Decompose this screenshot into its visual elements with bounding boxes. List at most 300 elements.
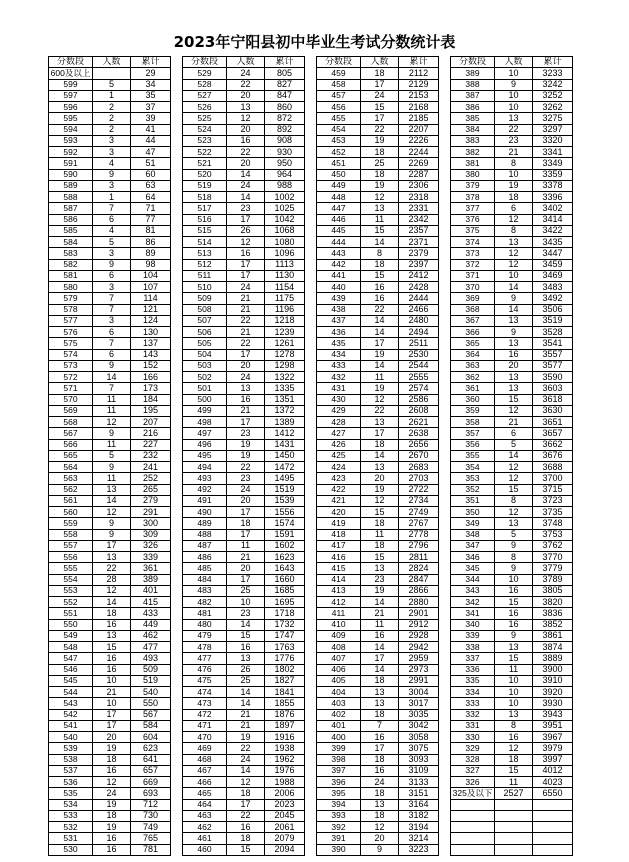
count-cell: 5 <box>93 79 131 90</box>
table-row <box>451 462 573 473</box>
table-row <box>183 799 305 810</box>
count-cell: 18 <box>361 675 399 686</box>
count-cell: 5 <box>495 439 533 450</box>
count-cell: 9 <box>361 844 399 855</box>
score-cell: 599 <box>49 79 93 90</box>
count-cell: 18 <box>93 810 131 821</box>
count-cell: 17 <box>361 743 399 754</box>
count-cell: 14 <box>227 619 265 630</box>
count-cell: 3 <box>93 147 131 158</box>
count-cell: 7 <box>93 338 131 349</box>
count-cell: 12 <box>227 113 265 124</box>
count-cell: 18 <box>361 169 399 180</box>
table-row <box>317 574 439 585</box>
score-cell: 332 <box>451 709 495 720</box>
score-cell: 579 <box>49 293 93 304</box>
count-cell: 20 <box>227 563 265 574</box>
cumulative-cell: 130 <box>131 327 171 338</box>
score-cell: 524 <box>183 124 227 135</box>
score-cell: 416 <box>317 552 361 563</box>
cumulative-cell: 124 <box>131 315 171 326</box>
count-cell: 18 <box>361 439 399 450</box>
cumulative-cell: 2006 <box>265 788 305 799</box>
cumulative-cell: 2586 <box>399 394 439 405</box>
cumulative-cell: 6550 <box>533 788 573 799</box>
score-cell: 526 <box>183 102 227 113</box>
table-row <box>49 484 171 495</box>
count-cell: 19 <box>361 180 399 191</box>
cumulative-cell: 241 <box>131 462 171 473</box>
table-row <box>317 664 439 675</box>
table-row <box>317 732 439 743</box>
cumulative-cell: 2912 <box>399 619 439 630</box>
count-cell: 14 <box>93 372 131 383</box>
score-cell: 547 <box>49 653 93 664</box>
cumulative-cell: 2959 <box>399 653 439 664</box>
cumulative-cell: 37 <box>131 102 171 113</box>
count-cell: 13 <box>361 203 399 214</box>
cumulative-cell: 81 <box>131 225 171 236</box>
score-cell: 522 <box>183 147 227 158</box>
header-score-range: 分数段 <box>49 57 93 68</box>
count-cell: 18 <box>93 754 131 765</box>
score-cell: 391 <box>317 833 361 844</box>
cumulative-cell: 2621 <box>399 417 439 428</box>
table-row <box>451 225 573 236</box>
table-row <box>451 484 573 495</box>
score-cell: 559 <box>49 518 93 529</box>
cumulative-cell: 3889 <box>533 653 573 664</box>
cumulative-cell: 1962 <box>265 754 305 765</box>
table-row <box>317 293 439 304</box>
cumulative-cell: 2306 <box>399 180 439 191</box>
count-cell <box>93 68 131 79</box>
count-cell: 4 <box>93 225 131 236</box>
count-cell: 13 <box>227 383 265 394</box>
cumulative-cell: 2379 <box>399 248 439 259</box>
score-cell: 413 <box>317 585 361 596</box>
count-cell: 7 <box>93 304 131 315</box>
header-cumulative: 累计 <box>265 57 305 68</box>
table-row <box>49 563 171 574</box>
table-row <box>49 698 171 709</box>
cumulative-cell: 584 <box>131 720 171 731</box>
count-cell: 17 <box>227 799 265 810</box>
cumulative-cell <box>533 844 573 855</box>
table-row <box>49 282 171 293</box>
score-cell: 536 <box>49 777 93 788</box>
table-row <box>183 495 305 506</box>
score-cell: 339 <box>451 630 495 641</box>
table-row <box>451 585 573 596</box>
table-row <box>49 540 171 551</box>
cumulative-cell: 3900 <box>533 664 573 675</box>
count-cell: 19 <box>93 743 131 754</box>
count-cell: 3 <box>93 248 131 259</box>
table-row <box>451 169 573 180</box>
count-cell: 6 <box>93 327 131 338</box>
count-cell: 9 <box>495 293 533 304</box>
count-cell: 23 <box>361 574 399 585</box>
table-row <box>49 203 171 214</box>
score-cell: 520 <box>183 169 227 180</box>
count-cell: 19 <box>93 799 131 810</box>
cumulative-cell: 77 <box>131 214 171 225</box>
count-cell: 13 <box>361 698 399 709</box>
cumulative-cell <box>533 799 573 810</box>
cumulative-cell: 1695 <box>265 597 305 608</box>
count-cell: 18 <box>361 810 399 821</box>
cumulative-cell: 641 <box>131 754 171 765</box>
cumulative-cell: 60 <box>131 169 171 180</box>
cumulative-cell: 3194 <box>399 822 439 833</box>
cumulative-cell: 71 <box>131 203 171 214</box>
cumulative-cell: 1068 <box>265 225 305 236</box>
table-row <box>49 90 171 101</box>
score-cell: 519 <box>183 180 227 191</box>
score-cell: 486 <box>183 552 227 563</box>
cumulative-cell: 2129 <box>399 79 439 90</box>
score-cell: 363 <box>451 360 495 371</box>
score-cell <box>451 844 495 855</box>
count-cell: 24 <box>227 484 265 495</box>
score-cell: 453 <box>317 135 361 146</box>
cumulative-cell: 712 <box>131 799 171 810</box>
count-cell: 20 <box>227 124 265 135</box>
table-row <box>183 349 305 360</box>
count-cell: 19 <box>361 585 399 596</box>
count-cell: 8 <box>495 495 533 506</box>
table-row <box>183 698 305 709</box>
table-row <box>451 608 573 619</box>
cumulative-cell: 326 <box>131 540 171 551</box>
cumulative-cell: 3805 <box>533 585 573 596</box>
count-cell: 9 <box>495 79 533 90</box>
table-row <box>49 552 171 563</box>
cumulative-cell: 1574 <box>265 518 305 529</box>
table-row <box>183 585 305 596</box>
cumulative-cell: 2703 <box>399 473 439 484</box>
count-cell: 14 <box>495 304 533 315</box>
score-cell: 411 <box>317 608 361 619</box>
cumulative-cell: 908 <box>265 135 305 146</box>
cumulative-cell: 137 <box>131 338 171 349</box>
cumulative-cell: 1802 <box>265 664 305 675</box>
score-cell: 347 <box>451 540 495 551</box>
score-cell: 376 <box>451 214 495 225</box>
table-row <box>49 822 171 833</box>
count-cell: 24 <box>227 180 265 191</box>
count-cell: 4 <box>93 158 131 169</box>
table-row <box>317 653 439 664</box>
table-row <box>451 360 573 371</box>
table-row <box>49 585 171 596</box>
cumulative-cell: 207 <box>131 417 171 428</box>
table-row <box>317 248 439 259</box>
cumulative-cell: 449 <box>131 619 171 630</box>
score-cell: 471 <box>183 720 227 731</box>
cumulative-cell: 3459 <box>533 259 573 270</box>
table-row <box>183 608 305 619</box>
count-cell: 10 <box>495 169 533 180</box>
table-row <box>183 597 305 608</box>
header-score-range: 分数段 <box>451 57 495 68</box>
count-cell: 10 <box>227 597 265 608</box>
table-row <box>451 192 573 203</box>
score-cell: 503 <box>183 360 227 371</box>
score-cell: 596 <box>49 102 93 113</box>
score-cell: 580 <box>49 282 93 293</box>
table-row <box>183 844 305 855</box>
table-row <box>317 147 439 158</box>
table-row <box>451 439 573 450</box>
score-cell: 557 <box>49 540 93 551</box>
cumulative-cell: 2023 <box>265 799 305 810</box>
cumulative-cell: 3753 <box>533 529 573 540</box>
count-cell: 20 <box>227 495 265 506</box>
count-cell: 22 <box>227 147 265 158</box>
count-cell: 3 <box>93 282 131 293</box>
cumulative-cell: 3910 <box>533 675 573 686</box>
score-cell: 562 <box>49 484 93 495</box>
count-cell: 8 <box>495 158 533 169</box>
count-cell: 16 <box>361 282 399 293</box>
count-cell: 26 <box>227 225 265 236</box>
cumulative-cell: 1747 <box>265 630 305 641</box>
table-row <box>451 259 573 270</box>
score-cell: 325及以下 <box>451 788 495 799</box>
score-cell: 428 <box>317 417 361 428</box>
table-row <box>451 90 573 101</box>
count-cell: 13 <box>227 102 265 113</box>
score-cell: 349 <box>451 518 495 529</box>
count-cell: 21 <box>227 720 265 731</box>
cumulative-cell: 3233 <box>533 68 573 79</box>
score-cell: 541 <box>49 720 93 731</box>
cumulative-cell: 2683 <box>399 462 439 473</box>
score-cell: 586 <box>49 214 93 225</box>
table-row <box>317 484 439 495</box>
score-table-group-4 <box>450 56 573 856</box>
table-row <box>451 473 573 484</box>
page-title: 2023年宁阳县初中毕业生考试分数统计表 <box>173 33 456 51</box>
cumulative-cell: 1643 <box>265 563 305 574</box>
count-cell: 12 <box>93 417 131 428</box>
count-cell: 12 <box>93 777 131 788</box>
table-row <box>317 90 439 101</box>
cumulative-cell: 1154 <box>265 282 305 293</box>
cumulative-cell: 1897 <box>265 720 305 731</box>
count-cell: 12 <box>495 462 533 473</box>
score-cell: 548 <box>49 642 93 653</box>
score-cell: 584 <box>49 237 93 248</box>
score-cell: 552 <box>49 597 93 608</box>
cumulative-cell: 1261 <box>265 338 305 349</box>
score-cell: 394 <box>317 799 361 810</box>
count-cell: 1 <box>93 90 131 101</box>
score-cell: 329 <box>451 743 495 754</box>
cumulative-cell: 477 <box>131 642 171 653</box>
count-cell: 24 <box>361 777 399 788</box>
table-row <box>317 135 439 146</box>
cumulative-cell: 1113 <box>265 259 305 270</box>
score-cell: 386 <box>451 102 495 113</box>
cumulative-cell: 3492 <box>533 293 573 304</box>
count-cell: 15 <box>495 394 533 405</box>
table-row <box>451 79 573 90</box>
cumulative-cell: 1519 <box>265 484 305 495</box>
cumulative-cell: 3590 <box>533 372 573 383</box>
cumulative-cell: 2824 <box>399 563 439 574</box>
score-cell: 437 <box>317 315 361 326</box>
cumulative-cell: 4012 <box>533 765 573 776</box>
table-row <box>49 642 171 653</box>
count-cell: 15 <box>227 844 265 855</box>
score-cell: 409 <box>317 630 361 641</box>
count-cell: 18 <box>495 754 533 765</box>
score-cell: 569 <box>49 405 93 416</box>
table-row <box>49 338 171 349</box>
table-row <box>49 304 171 315</box>
score-cell: 372 <box>451 259 495 270</box>
table-row <box>49 158 171 169</box>
count-cell: 12 <box>495 259 533 270</box>
cumulative-cell: 1916 <box>265 732 305 743</box>
count-cell: 21 <box>227 304 265 315</box>
count-cell: 13 <box>93 484 131 495</box>
table-row <box>317 777 439 788</box>
cumulative-cell: 2991 <box>399 675 439 686</box>
table-row <box>49 113 171 124</box>
table-row <box>183 192 305 203</box>
score-cell: 492 <box>183 484 227 495</box>
score-cell: 444 <box>317 237 361 248</box>
score-cell: 452 <box>317 147 361 158</box>
count-cell: 25 <box>227 585 265 596</box>
cumulative-cell: 509 <box>131 664 171 675</box>
cumulative-cell: 3297 <box>533 124 573 135</box>
count-cell: 16 <box>227 248 265 259</box>
count-cell: 14 <box>495 282 533 293</box>
score-cell: 566 <box>49 439 93 450</box>
score-cell: 449 <box>317 180 361 191</box>
cumulative-cell: 1298 <box>265 360 305 371</box>
table-body <box>451 68 573 856</box>
score-cell: 425 <box>317 450 361 461</box>
score-cell: 484 <box>183 574 227 585</box>
cumulative-cell: 3378 <box>533 180 573 191</box>
count-cell: 22 <box>361 124 399 135</box>
table-row <box>451 675 573 686</box>
header-cumulative: 累计 <box>131 57 171 68</box>
table-row <box>451 754 573 765</box>
cumulative-cell: 104 <box>131 270 171 281</box>
count-cell: 6 <box>93 270 131 281</box>
score-cell: 343 <box>451 585 495 596</box>
score-cell: 540 <box>49 732 93 743</box>
score-cell: 517 <box>183 203 227 214</box>
table-row <box>183 642 305 653</box>
cumulative-cell: 3651 <box>533 417 573 428</box>
table-row <box>183 687 305 698</box>
score-cell: 462 <box>183 822 227 833</box>
score-cell: 515 <box>183 225 227 236</box>
cumulative-cell: 3951 <box>533 720 573 731</box>
score-cell: 514 <box>183 237 227 248</box>
count-cell: 17 <box>227 529 265 540</box>
table-row <box>183 259 305 270</box>
score-cell: 545 <box>49 675 93 686</box>
count-cell: 9 <box>93 462 131 473</box>
cumulative-cell: 3320 <box>533 135 573 146</box>
cumulative-cell: 1732 <box>265 619 305 630</box>
score-cell: 495 <box>183 450 227 461</box>
score-statistics-grid <box>48 56 573 856</box>
cumulative-cell: 519 <box>131 675 171 686</box>
score-cell: 530 <box>49 844 93 855</box>
cumulative-cell: 550 <box>131 698 171 709</box>
empty-row <box>451 822 573 833</box>
table-row <box>183 147 305 158</box>
score-cell: 353 <box>451 473 495 484</box>
cumulative-cell: 2544 <box>399 360 439 371</box>
score-cell: 420 <box>317 507 361 518</box>
cumulative-cell: 3979 <box>533 743 573 754</box>
table-row <box>317 270 439 281</box>
count-cell: 13 <box>495 642 533 653</box>
table-row <box>183 563 305 574</box>
cumulative-cell: 805 <box>265 68 305 79</box>
cumulative-cell: 3541 <box>533 338 573 349</box>
cumulative-cell: 1776 <box>265 653 305 664</box>
cumulative-cell: 2847 <box>399 574 439 585</box>
score-cell: 600及以上 <box>49 68 93 79</box>
cumulative-cell: 1218 <box>265 315 305 326</box>
score-table-group-2 <box>182 56 305 856</box>
table-row <box>317 687 439 698</box>
score-cell: 489 <box>183 518 227 529</box>
score-cell: 597 <box>49 90 93 101</box>
score-cell: 567 <box>49 428 93 439</box>
count-cell: 13 <box>361 563 399 574</box>
table-row <box>49 462 171 473</box>
table-row <box>317 810 439 821</box>
cumulative-cell: 3852 <box>533 619 573 630</box>
cumulative-cell: 1976 <box>265 765 305 776</box>
table-row <box>317 372 439 383</box>
cumulative-cell: 64 <box>131 192 171 203</box>
table-row <box>49 743 171 754</box>
count-cell: 7 <box>361 720 399 731</box>
table-row <box>49 315 171 326</box>
score-cell: 511 <box>183 270 227 281</box>
count-cell: 16 <box>227 135 265 146</box>
cumulative-cell: 29 <box>131 68 171 79</box>
table-row <box>183 777 305 788</box>
score-cell: 513 <box>183 248 227 259</box>
cumulative-cell: 3151 <box>399 788 439 799</box>
score-cell: 443 <box>317 248 361 259</box>
score-cell: 568 <box>49 417 93 428</box>
count-cell: 10 <box>495 270 533 281</box>
cumulative-cell: 2269 <box>399 158 439 169</box>
score-cell: 475 <box>183 675 227 686</box>
table-row <box>183 394 305 405</box>
count-cell: 16 <box>361 630 399 641</box>
score-cell: 344 <box>451 574 495 585</box>
count-cell: 23 <box>227 428 265 439</box>
count-cell: 21 <box>227 552 265 563</box>
